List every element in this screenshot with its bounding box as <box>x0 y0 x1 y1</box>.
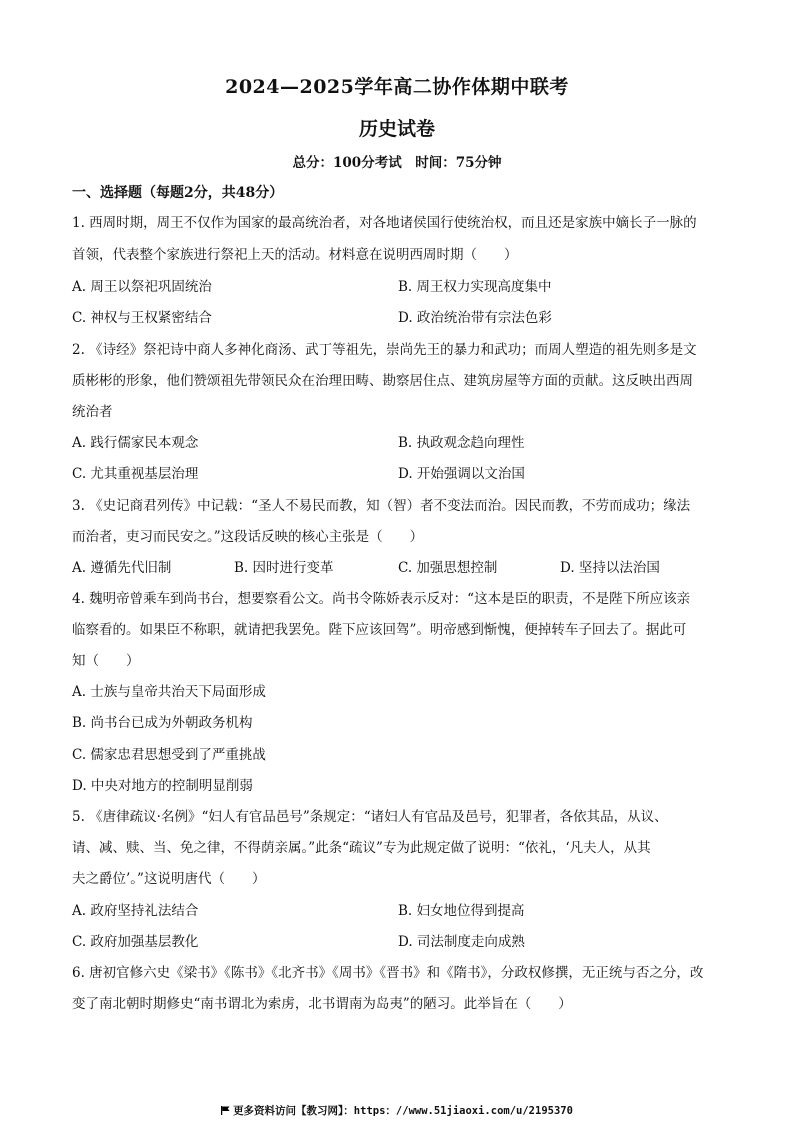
question-1-line-1: 1. 西周时期，周王不仅作为国家的最高统治者，对各地诸侯国行使统治权，而且还是家族中嫡长子一脉的 <box>72 215 697 231</box>
exam-subject: 历史试卷 <box>358 118 435 140</box>
question-1-option-a: A. 周王以祭祀巩固统治 <box>72 279 212 295</box>
question-3-line-1: 3. 《史记商君列传》中记载：“圣人不易民而教，知（智）者不变法而治。因民而教，不劳而成功；缘法 <box>72 498 691 514</box>
question-3-option-a: A. 遵循先代旧制 <box>72 560 172 576</box>
question-4-option-d: D. 中央对地方的控制明显削弱 <box>72 778 253 794</box>
question-5-option-a: A. 政府坚持礼法结合 <box>72 903 199 919</box>
question-1-option-c: C. 神权与王权紧密结合 <box>72 310 212 326</box>
question-1-option-d: D. 政治统治带有宗法色彩 <box>398 310 552 326</box>
question-4-option-b: B. 尚书台已成为外朝政务机构 <box>72 715 253 731</box>
question-2-line-2: 质彬彬的形象，他们赞颂祖先带领民众在治理田畴、勘察居住点、建筑房屋等方面的贡献。这反映出西周 <box>72 373 693 389</box>
question-4-line-3: 知（ ） <box>72 653 140 669</box>
question-2-option-b: B. 执政观念趋向理性 <box>398 435 525 451</box>
question-5-option-c: C. 政府加强基层教化 <box>72 934 199 950</box>
question-5-line-1: 5. 《唐律疏议·名例》“妇人有官品邑号”条规定：“诸妇人有官品及邑号，犯罪者，各依其品，从议、 <box>72 809 668 825</box>
question-4-option-c: C. 儒家忠君思想受到了严重挑战 <box>72 747 266 763</box>
exam-info: 总分：100分考试 时间：75分钟 <box>292 155 502 171</box>
question-1-line-2: 首领，代表整个家族进行祭祀上天的活动。材料意在说明西周时期（ ） <box>72 247 518 263</box>
exam-title: 2024—2025学年高二协作体期中联考 <box>225 76 569 98</box>
question-5-line-2: 请、减、赎、当、免之律，不得荫亲属。”此条“疏议”专为此规定做了说明：“依礼，‘凡夫人，从其 <box>72 840 651 856</box>
section-heading: 一、选择题（每题2分，共48分） <box>72 185 284 201</box>
question-3-option-d: D. 坚持以法治国 <box>560 560 660 576</box>
question-4-line-2: 临察看的。如果臣不称职，就请把我罢免。陛下应该回驾”。明帝感到惭愧，便掉转车子回去了。据此可 <box>72 622 687 638</box>
footer-link-text[interactable]: 更多资料访问【教习网】：https：//www.51jiaoxi.com/u/2195370 <box>233 1105 573 1117</box>
question-3-line-2: 而治者，吏习而民安之。”这段话反映的核心主张是（ ） <box>72 529 424 545</box>
question-2-line-3: 统治者 <box>72 404 113 420</box>
question-2-option-a: A. 践行儒家民本观念 <box>72 435 199 451</box>
question-2-option-c: C. 尤其重视基层治理 <box>72 466 199 482</box>
question-5-option-b: B. 妇女地位得到提高 <box>398 903 525 919</box>
question-5-line-3: 夫之爵位’。”这说明唐代（ ） <box>72 871 266 887</box>
question-4-line-1: 4. 魏明帝曾乘车到尚书台，想要察看公文。尚书令陈娇表示反对：“这本是臣的职责，不是陛下所应该亲 <box>72 591 691 607</box>
question-4-option-a: A. 士族与皇帝共治天下局面形成 <box>72 684 266 700</box>
flag-icon <box>221 1106 230 1115</box>
question-6-line-1: 6. 唐初官修六史《梁书》《陈书》《北齐书》《周书》《晋书》和《隋书》，分政权修撰，无正统与否之分，改 <box>72 965 704 981</box>
page-footer[interactable] <box>0 1103 794 1118</box>
question-2-line-1: 2. 《诗经》祭祀诗中商人多神化商汤、武丁等祖先，崇尚先王的暴力和武功；而周人塑造的祖先则多是文 <box>72 342 697 358</box>
question-6-line-2: 变了南北朝时期修史“南书谓北为索虏，北书谓南为岛夷”的陋习。此举旨在（ ） <box>72 996 572 1012</box>
question-3-option-b: B. 因时进行变革 <box>234 560 334 576</box>
question-3-option-c: C. 加强思想控制 <box>398 560 498 576</box>
question-5-option-d: D. 司法制度走向成熟 <box>398 934 525 950</box>
question-2-option-d: D. 开始强调以文治国 <box>398 466 525 482</box>
question-1-option-b: B. 周王权力实现高度集中 <box>398 279 552 295</box>
